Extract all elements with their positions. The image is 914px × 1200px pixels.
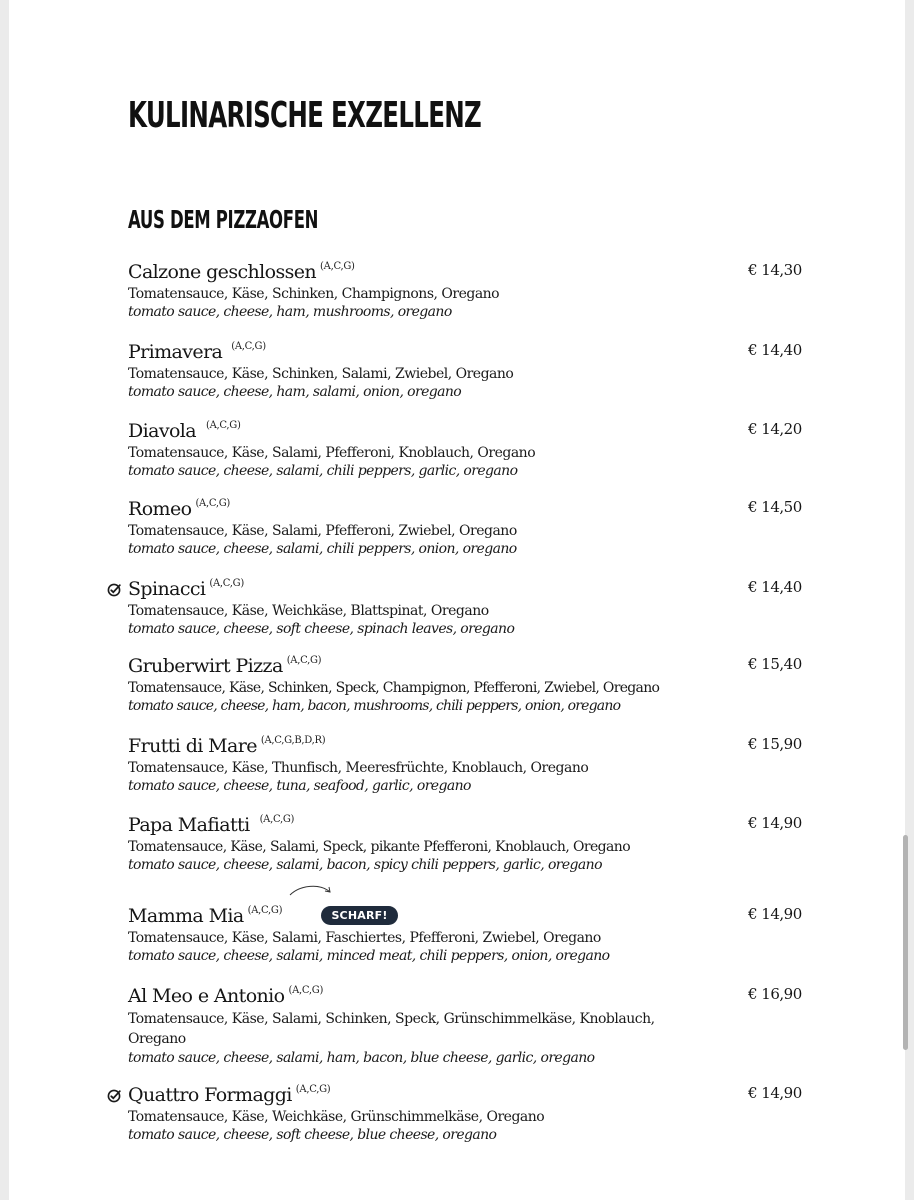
- item-price: € 14,40: [748, 341, 802, 359]
- item-allergens: (A,C,G,B,D,R): [260, 735, 326, 746]
- item-description-de: Tomatensauce, Käse, Salami, Schinken, Speck, Grünschimmelkäse, Knoblauch, Oregano: [128, 1011, 655, 1047]
- item-name: Frutti di Mare: [128, 735, 257, 757]
- menu-item-calzone: [128, 259, 818, 321]
- curved-arrow-icon: [288, 883, 336, 907]
- item-name: Gruberwirt Pizza: [128, 655, 283, 677]
- item-price: € 14,50: [748, 498, 802, 516]
- item-price: € 14,40: [748, 578, 802, 596]
- item-description-en: tomato sauce, cheese, salami, chili peppers, onion, oregano: [128, 541, 517, 557]
- item-description-de: Tomatensauce, Käse, Salami, Faschiertes, Pfefferoni, Zwiebel, Oregano: [128, 930, 601, 946]
- item-price: € 14,90: [748, 814, 802, 832]
- item-description-de: Tomatensauce, Käse, Weichkäse, Grünschimmelkäse, Oregano: [128, 1109, 545, 1125]
- item-description-en: tomato sauce, cheese, soft cheese, spinach leaves, oregano: [128, 621, 515, 637]
- item-description-en: tomato sauce, cheese, soft cheese, blue cheese, oregano: [128, 1127, 497, 1143]
- item-allergens: (A,C,G): [209, 578, 244, 589]
- item-allergens: (A,C,G): [286, 655, 322, 666]
- menu-item-romeo: [128, 496, 818, 558]
- item-description-en: tomato sauce, cheese, salami, ham, bacon, blue cheese, garlic, oregano: [128, 1050, 595, 1066]
- item-description-en: tomato sauce, cheese, ham, salami, onion, oregano: [128, 384, 462, 400]
- item-description-en: tomato sauce, cheese, salami, chili peppers, garlic, oregano: [128, 463, 518, 479]
- item-price: € 14,90: [748, 905, 802, 923]
- item-description-de: Tomatensauce, Käse, Schinken, Salami, Zwiebel, Oregano: [128, 366, 514, 382]
- item-price: € 14,30: [748, 261, 802, 279]
- item-name: Diavola: [128, 420, 197, 442]
- scrollbar-thumb[interactable]: [903, 835, 908, 1050]
- section-title: AUS DEM PIZZAOFEN: [128, 205, 319, 234]
- item-name: Papa Mafiatti: [128, 814, 250, 836]
- menu-item-al-meo-e-antonio: [128, 983, 802, 1067]
- item-allergens: (A,C,G): [295, 1084, 331, 1095]
- item-price: € 16,90: [748, 985, 802, 1003]
- item-name: Quattro Formaggi: [128, 1084, 292, 1106]
- item-allergens: (A,C,G): [231, 341, 266, 352]
- item-name: Primavera: [128, 341, 223, 363]
- leaf-check-icon: [107, 583, 121, 597]
- item-description-de: Tomatensauce, Käse, Salami, Speck, pikante Pfefferoni, Knoblauch, Oregano: [128, 839, 631, 855]
- leaf-check-icon: [107, 1089, 121, 1103]
- item-price: € 14,20: [748, 420, 802, 438]
- item-name: Calzone geschlossen: [128, 261, 317, 283]
- menu-item-mamma-mia: [128, 903, 818, 965]
- item-description-en: tomato sauce, cheese, salami, minced meat, chili peppers, onion, oregano: [128, 948, 610, 964]
- item-description-de: Tomatensauce, Käse, Salami, Pfefferoni, Knoblauch, Oregano: [128, 445, 536, 461]
- item-allergens: (A,C,G): [259, 814, 295, 825]
- item-description-en: tomato sauce, cheese, tuna, seafood, garlic, oregano: [128, 778, 471, 794]
- item-allergens: (A,C,G): [206, 420, 241, 431]
- item-allergens: (A,C,G): [320, 261, 355, 272]
- item-description-en: tomato sauce, cheese, ham, bacon, mushrooms, chili peppers, onion, oregano: [128, 698, 621, 714]
- menu-page: [9, 0, 905, 1200]
- item-allergens: (A,C,G): [288, 985, 324, 996]
- menu-item-papa-mafiatti: [128, 812, 818, 874]
- item-description-en: tomato sauce, cheese, salami, bacon, spicy chili peppers, garlic, oregano: [128, 857, 602, 873]
- item-price: € 14,90: [748, 1084, 802, 1102]
- item-description-de: Tomatensauce, Käse, Schinken, Champignons, Oregano: [128, 286, 500, 302]
- item-price: € 15,90: [748, 735, 802, 753]
- item-name: Al Meo e Antonio: [128, 985, 285, 1007]
- item-name: Romeo: [128, 498, 192, 520]
- item-name: Mamma Mia: [128, 905, 244, 927]
- menu-item-primavera: [128, 339, 818, 401]
- item-price: € 15,40: [748, 655, 802, 673]
- item-name: Spinacci: [128, 578, 206, 600]
- item-allergens: (A,C,G): [247, 905, 283, 916]
- page-title: KULINARISCHE EXZELLENZ: [128, 95, 482, 136]
- item-description-en: tomato sauce, cheese, ham, mushrooms, oregano: [128, 304, 452, 320]
- item-description-de: Tomatensauce, Käse, Schinken, Speck, Champignon, Pfefferoni, Zwiebel, Oregano: [128, 680, 660, 696]
- spicy-badge: SCHARF!: [321, 906, 398, 925]
- item-description-de: Tomatensauce, Käse, Thunfisch, Meeresfrüchte, Knoblauch, Oregano: [128, 760, 589, 776]
- item-description-de: Tomatensauce, Käse, Salami, Pfefferoni, Zwiebel, Oregano: [128, 523, 517, 539]
- menu-item-quattro-formaggi: [128, 1082, 818, 1144]
- item-description-de: Tomatensauce, Käse, Weichkäse, Blattspinat, Oregano: [128, 603, 489, 619]
- menu-item-diavola: [128, 418, 818, 480]
- menu-item-frutti-di-mare: [128, 733, 818, 795]
- menu-item-spinacci: [128, 576, 818, 638]
- menu-item-gruberwirt-pizza: [128, 653, 818, 715]
- item-allergens: (A,C,G): [195, 498, 231, 509]
